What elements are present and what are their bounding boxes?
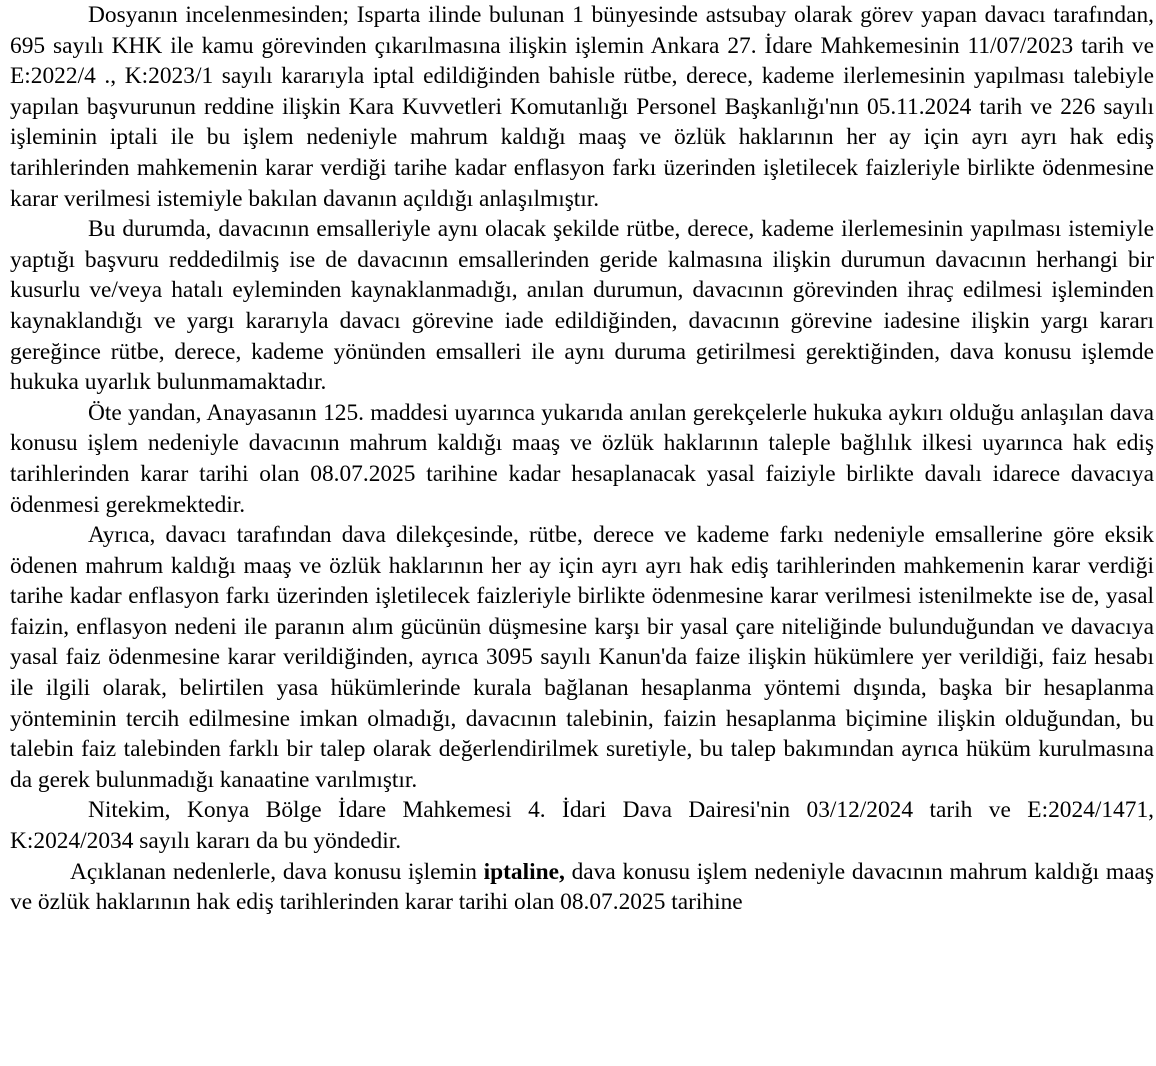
conclusion-text-start: Açıklanan nedenlerle, dava konusu işlemin [70, 858, 477, 885]
paragraph-constitution: Öte yandan, Anayasanın 125. maddesi uyarınca yukarıda anılan gerekçelerle hukuka aykırı olduğu anlaşılan dava konusu işlem nedeniyle davacının mahrum kaldığı maaş ve özlük haklarının taleple bağlılık ilkesi uyarınca hak ediş tarihlerinden karar tarihi olan 08.07.2025 tarihine kadar hesaplanacak yasal faiziyle birlikte davalı idarece davacıya ödenmesi gerekmektedir. [10, 399, 1154, 518]
conclusion-verdict: iptaline, [483, 858, 565, 885]
paragraph-claim-summary: Dosyanın incelenmesinden; Isparta ilinde bulunan 1 bünyesinde astsubay olarak görev yapan davacı tarafından, 695 sayılı KHK ile kamu görevinden çıkarılmasına ilişkin işlemin Ankara 27. İdare Mahkemesinin 11/07/2023 tarih ve E:2022/4 ., K:2023/1 sayılı kararıyla iptal edildiğinden bahisle rütbe, derece, kademe ilerlemesinin yapılması talebiyle yapılan başvurunun reddine ilişkin Kara Kuvvetleri Komutanlığı Personel Başkanlığı'nın 05.11.2024 tarih ve 226 sayılı işleminin iptali ile bu işlem nedeniyle mahrum kaldığı maaş ve özlük haklarının her ay için ayrı ayrı hak ediş tarihlerinden mahkemenin karar verdiği tarihe kadar enflasyon farkı üzerinden işletilecek faizleriyle birlikte ödenmesine karar verilmesi istemiyle bakılan davanın açıldığı anlaşılmıştır. [10, 2, 1154, 212]
paragraph-interest: Ayrıca, davacı tarafından dava dilekçesinde, rütbe, derece ve kademe farkı nedeniyle emsallerine göre eksik ödenen mahrum kaldığı maaş ve özlük haklarının her ay için ayrı ayrı hak ediş tarihlerinden mahkemenin karar verdiği tarihe kadar enflasyon farkı üzerinden işletilecek faizleriyle birlikte ödenmesine karar verilmesi istenilmekte ise de, yasal faizin, enflasyon nedeni ile paranın alım gücünün düşmesine karşı bir yasal çare niteliğinde bulunduğundan ve davacıya yasal faiz ödenmesine karar verildiğinden, ayrıca 3095 sayılı Kanun'da faize ilişkin hükümlere yer verildiği, faiz hesabı ile ilgili olarak, belirtilen yasa hükümlerinde kurala bağlanan hesaplanma yöntemi dışında, başka bir hesaplanma yönteminin tercih edilmesine imkan olmadığı, davacının talebinin, faizin hesaplanma biçimine ilişkin olduğundan, bu talebin faiz talebinden farklı bir talep olarak değerlendirilmek suretiyle, bu talep bakımından ayrıca hüküm kurulmasına da gerek bulunmadığı kanaatine varılmıştır. [10, 522, 1154, 793]
paragraph-assessment: Bu durumda, davacının emsalleriyle aynı olacak şekilde rütbe, derece, kademe ilerlemesinin yapılması istemiyle yaptığı başvuru reddedilmiş ise de davacının emsallerinden geride kalmasına ilişkin durumun davacının herhangi bir kusurlu ve/veya hatalı eyleminden kaynaklanmadığı, anılan durumun, davacının görevinden ihraç edilmesi işleminden kaynaklandığı ve yargı kararıyla davacı görevine iade edildiğinden, davacının görevine iadesine ilişkin yargı kararı gereğince rütbe, derece, kademe yönünden emsalleri ile aynı duruma getirilmesi gerektiğinden, dava konusu işlemde hukuka uyarlık bulunmamaktadır. [10, 216, 1154, 396]
paragraph-precedent: Nitekim, Konya Bölge İdare Mahkemesi 4. İdari Dava Dairesi'nin 03/12/2024 tarih ve E:2024/1471, K:2024/2034 sayılı kararı da bu yöndedir. [10, 797, 1154, 855]
conclusion-text-end: dava konusu işlem nedeniyle davacının mahrum kaldığı maaş ve özlük haklarının hak ediş tarihlerinden karar tarihi olan 08.07.2025 tarihine [10, 858, 1154, 916]
document-page [10, 0, 1154, 918]
paragraph-conclusion [10, 857, 1154, 918]
